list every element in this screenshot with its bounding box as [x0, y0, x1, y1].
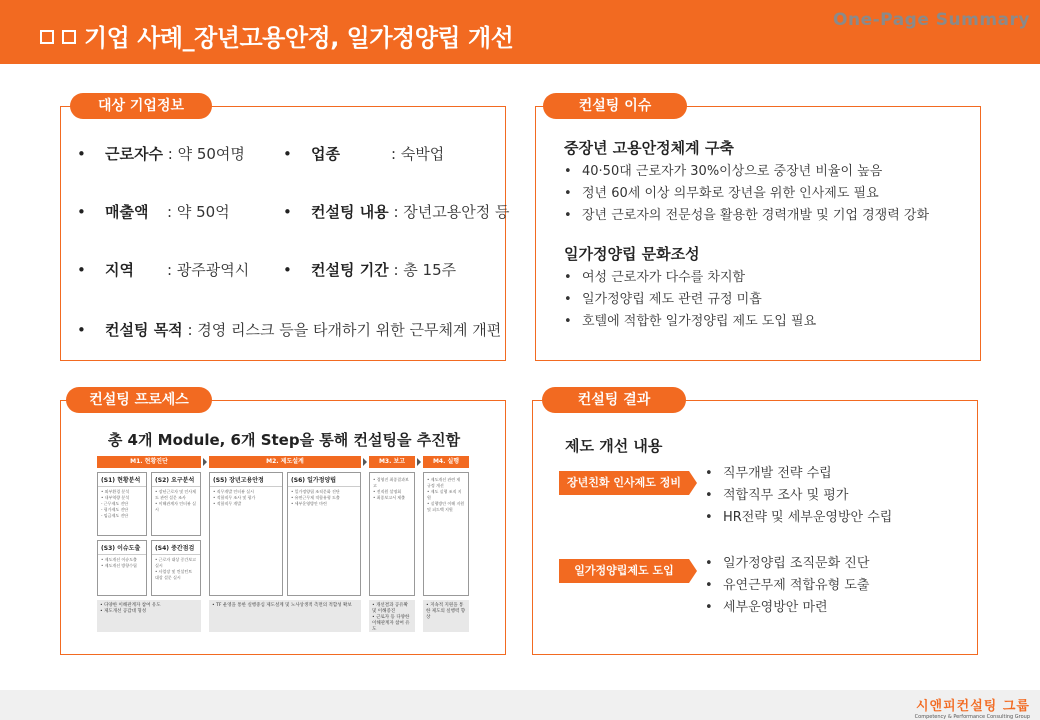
step-line: • 일가정양립 조직문화 진단 [291, 489, 340, 494]
info-value: : 약 50억 [167, 203, 230, 221]
list-item-text: 유연근무제 적합유형 도출 [723, 578, 870, 593]
list-item: • 정년 60세 이상 의무화로 장년을 위한 인사제도 필요 [564, 186, 879, 201]
list-item-text: HR전략 및 세부운영방안 수립 [723, 510, 893, 525]
step-line: • 내부역량 분석 [101, 495, 130, 500]
step-line: • 세부운영방안 마련 [291, 501, 327, 506]
process-panel [60, 400, 506, 655]
bullet: • [283, 261, 292, 279]
result-tag: 일가정양립제도 도입 [559, 559, 689, 583]
info-key: 매출액 [105, 203, 149, 221]
module-bar: M2. 제도설계 [209, 456, 361, 468]
info-value: : 숙박업 [391, 145, 445, 163]
step-line: • 적합직무 조사 및 평가 [213, 495, 256, 500]
result-list [705, 463, 892, 529]
list-item-text: 적합직무 조사 및 평가 [723, 488, 849, 503]
list-item-text: 장년 근로자의 전문성을 활용한 경력개발 및 기업 경쟁력 강화 [582, 208, 930, 223]
step-lines [424, 473, 468, 515]
issue-heading: 일가정양립 문화조성 [564, 245, 700, 263]
consulting-issues-panel [535, 106, 981, 361]
step-box [151, 472, 201, 536]
step-line: • 제도개선 관련 제 규정 개선 [427, 477, 461, 488]
issue-heading: 중장년 고용안정체계 구축 [564, 139, 734, 157]
arrow-right-icon [689, 559, 697, 583]
step-line: • 외부환경 분석 [101, 489, 130, 494]
result-list [705, 553, 869, 619]
step-line: • 최종보고서 제출 [373, 495, 405, 500]
list-item-text: 40·50대 근로자가 30%이상으로 중장년 비율이 높음 [582, 164, 883, 179]
step-line: • 실행방안 이해 지원 및 피드백 지원 [427, 501, 465, 512]
step-line: - 근무제도 진단 [101, 501, 129, 506]
logo-korean: 시앤피컨설팅 그룹 [916, 699, 1030, 714]
outcome-box: • TF 운영을 통한 실행중심 제도설계 및 노사상생적 측면의 적합성 확보 [209, 600, 361, 632]
page-title-text: 기업 사례_장년고용안정, 일가정양립 개선 [84, 24, 514, 52]
list-item: • 일가정양립 제도 관련 규정 미흡 [564, 292, 762, 307]
list-item: • 장년 근로자의 전문성을 활용한 경력개발 및 기업 경쟁력 강화 [564, 208, 930, 223]
step-lines [288, 487, 360, 509]
step-box-execution [423, 472, 469, 596]
process-title: 컨설팅 프로세스 [66, 387, 212, 413]
step-lines [152, 487, 200, 515]
arrow-right-icon [417, 458, 421, 466]
one-page-summary-label: One-Page Summary [833, 10, 1030, 30]
bullet: • [283, 203, 292, 221]
step-line: • 근로자 대상 중간보고 실시 [155, 557, 196, 568]
company-logo [915, 695, 1030, 720]
results-heading: 제도 개선 내용 [565, 437, 663, 455]
step-line: - 임금제도 진단 [101, 513, 129, 518]
list-item-text: 일가정양립 조직문화 진단 [723, 556, 870, 571]
list-item-text: 정년 60세 이상 의무화로 장년을 위한 인사제도 필요 [582, 186, 879, 201]
company-info-title: 대상 기업정보 [70, 93, 212, 119]
list-item-text: 여성 근로자가 다수를 차지함 [582, 270, 746, 285]
step-lines [152, 555, 200, 583]
step-title: (S4) 중간점검 [152, 541, 200, 555]
footer-bar [0, 690, 1040, 720]
company-info-panel [60, 106, 510, 361]
step-line: • 장년근로자 및 인사제도 관련 설문 조사 [155, 489, 196, 500]
info-key: 컨설팅 내용 [311, 203, 389, 221]
step-line: • 제도 실행 조직 지원 [427, 489, 462, 500]
list-item: • 세부운영방안 마련 [705, 600, 828, 615]
step-line: • 직무개발 인터뷰 실시 [213, 489, 254, 494]
list-item: • 유연근무제 적합유형 도출 [705, 578, 870, 593]
step-box [287, 472, 361, 596]
process-headline: 총 4개 Module, 6개 Step을 통해 컨설팅을 추진함 [107, 431, 461, 449]
step-line: • 경영진 최종결과보고 [373, 477, 409, 488]
step-line: • 이해관계자 인터뷰 실시 [155, 501, 196, 512]
step-lines [370, 473, 414, 503]
result-tag: 장년친화 인사제도 정비 [559, 471, 689, 495]
arrow-right-icon [689, 471, 697, 495]
info-item-sales [77, 201, 230, 222]
step-line: • 사업장 및 컨설턴트 대상 설문 실시 [155, 569, 193, 580]
checkbox-square-icon [40, 30, 54, 44]
list-item-text: 호텔에 적합한 일가정양립 제도 도입 필요 [582, 314, 817, 329]
info-item-region [77, 259, 249, 280]
list-item: • 호텔에 적합한 일가정양립 제도 도입 필요 [564, 314, 817, 329]
list-item: • 여성 근로자가 다수를 차지함 [564, 270, 746, 285]
step-lines [210, 487, 282, 509]
bullet: • [77, 321, 86, 339]
list-item-text: 세부운영방안 마련 [723, 600, 828, 615]
outcome-box: • 다양한 이해관계자 참여 유도 • 제도개선 공감대 형성 [97, 600, 201, 632]
issue-list [564, 267, 816, 333]
info-value: : 광주광역시 [167, 261, 250, 279]
step-box [209, 472, 283, 596]
step-lines [98, 487, 146, 521]
bullet: • [77, 145, 86, 163]
results-title: 컨설팅 결과 [542, 387, 686, 413]
step-box-report [369, 472, 415, 596]
consulting-issues-title: 컨설팅 이슈 [543, 93, 687, 119]
outcome-box: • 지속적 지원을 통한 제도의 실행력 향상 [423, 600, 469, 632]
info-key: 업종 [311, 145, 340, 163]
step-line: • 제도개선 방향수립 [101, 563, 137, 568]
outcome-box: • 개선결과 공유확 및 이해증진 • 근로자 등 다양한 이해관계자 참여 유도 [369, 600, 415, 632]
info-value: : 장년고용안정 등 [393, 203, 510, 221]
issue-list [564, 161, 929, 227]
step-box [151, 540, 201, 596]
info-item-period [283, 259, 456, 280]
module-bar: M1. 현황진단 [97, 456, 201, 468]
step-title: (S1) 현황분석 [98, 473, 146, 487]
list-item: • 적합직무 조사 및 평가 [705, 488, 849, 503]
step-box [97, 472, 147, 536]
bullet: • [283, 145, 292, 163]
info-key: 지역 [105, 261, 134, 279]
module-bar: M4. 실행 [423, 456, 469, 468]
step-title: (S2) 요구분석 [152, 473, 200, 487]
step-title: (S5) 장년고용안정 [210, 473, 282, 487]
bullet: • [77, 203, 86, 221]
step-title: (S6) 일가정양립 [288, 473, 360, 487]
list-item: • 40·50대 근로자가 30%이상으로 중장년 비율이 높음 [564, 164, 883, 179]
step-line: • 유연근무제 적합유형 도출 [291, 495, 340, 500]
info-item-industry [283, 143, 444, 164]
info-key: 컨설팅 목적 [105, 321, 183, 339]
results-panel [532, 400, 978, 655]
info-key: 근로자수 [105, 145, 163, 163]
list-item: • 일가정양립 조직문화 진단 [705, 556, 870, 571]
step-box [97, 540, 147, 596]
info-item-purpose [77, 319, 501, 340]
list-item-text: 일가정양립 제도 관련 규정 미흡 [582, 292, 762, 307]
info-value: : 총 15주 [393, 261, 457, 279]
list-item: • 직무개발 전략 수립 [705, 466, 832, 481]
arrow-right-icon [363, 458, 367, 466]
step-lines [98, 555, 146, 571]
process-diagram [97, 456, 469, 634]
list-item: • HR전략 및 세부운영방안 수립 [705, 510, 893, 525]
info-key: 컨설팅 기간 [311, 261, 389, 279]
step-title: (S3) 이슈도출 [98, 541, 146, 555]
bullet: • [77, 261, 86, 279]
info-value: : 경영 리스크 등을 타개하기 위한 근무체계 개편 [187, 321, 502, 339]
logo-english: Competency & Performance Consulting Group [914, 714, 1030, 720]
step-line: • 전직원 설명회 [373, 489, 402, 494]
page-title [40, 18, 513, 53]
arrow-right-icon [203, 458, 207, 466]
info-value: : 약 50여명 [167, 145, 245, 163]
list-item-text: 직무개발 전략 수립 [723, 466, 832, 481]
module-bar: M3. 보고 [369, 456, 415, 468]
step-line: - 평가제도 진단 [101, 507, 129, 512]
step-line: • 제도개선 이슈도출 [101, 557, 137, 562]
checkbox-square-icon [62, 30, 76, 44]
info-item-workers [77, 143, 245, 164]
info-item-consulting-content [283, 201, 510, 222]
step-line: • 적합직무 개발 [213, 501, 242, 506]
